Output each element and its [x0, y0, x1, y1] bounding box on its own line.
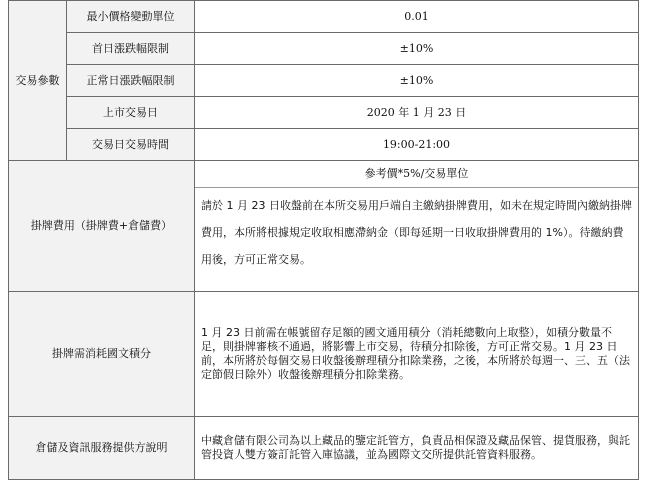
param-value-listing-date: 2020 年 1 月 23 日: [195, 97, 639, 129]
table-row: [9, 33, 639, 65]
trading-section-label: 交易參數: [9, 1, 67, 161]
listing-fee-rate: 參考價*5%/交易單位: [195, 161, 638, 188]
param-label-min-tick: 最小價格變動單位: [67, 1, 195, 33]
listing-fee-label: 掛牌費用（掛牌費+倉儲費）: [9, 161, 195, 292]
points-description: 1 月 23 日前需在帳號留存足額的國文通用積分（消耗總數向上取整），如積分數量不足，則掛牌審核不通過，將影響上市交易，待積分扣除後，方可正常交易。1 月 23 日前，本所將於每個交易日收盤後辦理積分扣除業務，之後，本所將於每週一、三、五（法定節假日除外）收盤後辦理積分扣除業務。: [195, 292, 639, 417]
table-row: [9, 65, 639, 97]
param-value-trading-hours: 19:00-21:00: [195, 129, 639, 161]
listing-parameters-table: [8, 0, 639, 480]
table-row: [9, 292, 639, 417]
param-value-first-day-limit: ±10%: [195, 33, 639, 65]
table-row: [9, 161, 639, 292]
param-label-trading-hours: 交易日交易時間: [67, 129, 195, 161]
custodian-label: 倉儲及資訊服務提供方說明: [9, 417, 195, 480]
listing-fee-cell: [195, 161, 639, 292]
custodian-description: 中藏倉儲有限公司為以上藏品的鑒定託管方，負責品相保證及藏品保管、提貨服務，與託管投資人雙方簽訂託管入庫協議，並為國際文交所提供託管資料服務。: [195, 417, 639, 480]
listing-fee-description: 請於 1 月 23 日收盤前在本所交易用戶端自主繳納掛牌費用，如未在規定時間內繳納掛牌費用，本所將根據規定收取相應滯納金（即每延期一日收取掛牌費用的 1%）。待繳納費用後，方可正常交易。: [201, 199, 632, 266]
table-row: [9, 417, 639, 480]
param-value-normal-limit: ±10%: [195, 65, 639, 97]
param-label-normal-limit: 正常日漲跌幅限制: [67, 65, 195, 97]
table-row: [9, 97, 639, 129]
table-row: [9, 1, 639, 33]
param-label-first-day-limit: 首日漲跌幅限制: [67, 33, 195, 65]
param-value-min-tick: 0.01: [195, 1, 639, 33]
table-row: [9, 129, 639, 161]
points-label: 掛牌需消耗國文積分: [9, 292, 195, 417]
param-label-listing-date: 上市交易日: [67, 97, 195, 129]
